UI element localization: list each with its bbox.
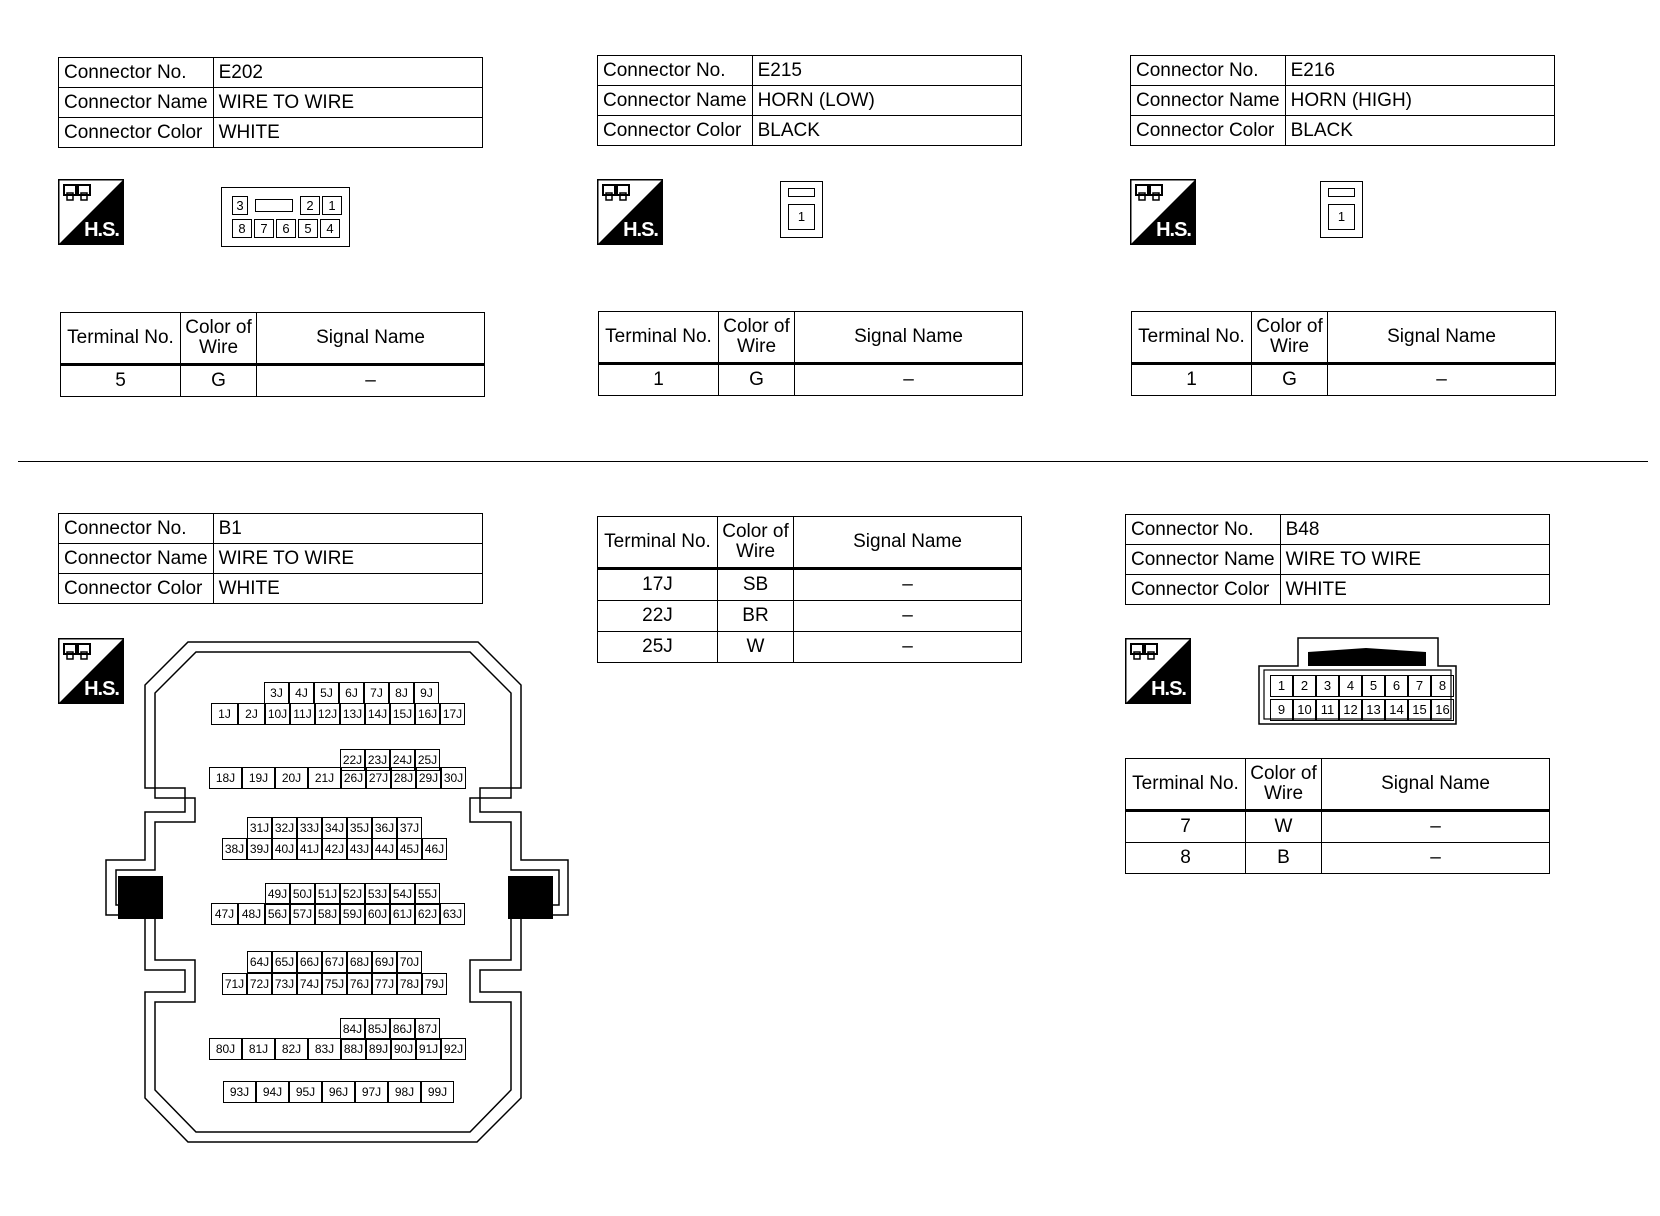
pin: 25J [415,749,440,771]
signal-name-cell: – [1328,364,1556,396]
signal-name-header: Signal Name [795,312,1023,364]
connector-no-value: E215 [752,56,1021,86]
connector-name-value: HORN (HIGH) [1285,86,1554,116]
harness-side-icon [597,179,663,245]
pin: 1 [1328,204,1355,230]
pin: 49J [265,883,290,905]
pin: 52J [340,883,365,905]
connector-info-e202 [58,57,483,148]
pin: 90J [391,1038,416,1060]
pin: 38J [222,838,247,860]
pin: 88J [341,1038,366,1060]
wire-color-cell: SB [718,569,794,601]
table-row [598,632,1022,663]
connector-no-label: Connector No. [1126,515,1281,545]
pin: 63J [440,903,465,925]
pin: 68J [347,951,372,973]
pin: 4 [1339,675,1362,697]
signal-name-cell: – [795,364,1023,396]
pin: 14J [365,703,390,725]
pin: 5 [1362,675,1385,697]
connector-color-label: Connector Color [1126,575,1281,605]
connector-color-label: Connector Color [59,118,214,148]
signal-name-cell: – [794,632,1022,663]
connector-color-label: Connector Color [59,574,214,604]
hs-label: H.S. [623,219,658,241]
pin: 35J [347,817,372,839]
pin-latch [788,188,815,197]
pin: 36J [372,817,397,839]
table-row [1126,811,1550,843]
pin: 3J [264,682,289,704]
wire-color-header [1246,759,1322,811]
pin: 46J [422,838,447,860]
pin: 6J [339,682,364,704]
connector-name-value: HORN (LOW) [752,86,1021,116]
pin: 87J [415,1018,440,1040]
connector-no-label: Connector No. [1131,56,1286,86]
connector-color-value: BLACK [752,116,1021,146]
pin: 4J [289,682,314,704]
signal-name-header: Signal Name [794,517,1022,569]
connector-name-label: Connector Name [598,86,753,116]
pin: 22J [340,749,365,771]
pin: 80J [209,1038,242,1060]
pin: 6 [276,219,296,238]
connector-color-value: WHITE [1280,575,1549,605]
connector-name-value: WIRE TO WIRE [213,88,482,118]
pin: 43J [347,838,372,860]
pin: 5 [298,219,318,238]
connector-name-label: Connector Name [1131,86,1286,116]
pin: 84J [340,1018,365,1040]
pin: 69J [372,951,397,973]
pin: 16 [1431,699,1454,721]
signal-name-cell: – [257,365,485,397]
connector-no-label: Connector No. [598,56,753,86]
terminal-no-cell: 25J [598,632,718,663]
pin: 18J [209,767,242,789]
pin: 17J [440,703,465,725]
signal-name-cell: – [1322,811,1550,843]
pin: 79J [422,973,447,995]
pin: 15J [390,703,415,725]
terminal-table-b1 [597,516,1022,663]
terminal-no-cell: 1 [1132,364,1252,396]
pin: 66J [297,951,322,973]
pin: 8J [389,682,414,704]
pin: 95J [289,1081,322,1103]
terminal-no-cell: 7 [1126,811,1246,843]
hs-label: H.S. [84,678,119,700]
pin: 70J [397,951,422,973]
pin: 75J [322,973,347,995]
pin: 9 [1270,699,1293,721]
pin: 67J [322,951,347,973]
pin: 31J [247,817,272,839]
connector-color-label: Connector Color [598,116,753,146]
pin: 48J [238,903,265,925]
connector-no-value: E202 [213,58,482,88]
terminal-no-header: Terminal No. [1126,759,1246,811]
pin: 44J [372,838,397,860]
pin: 2 [300,196,320,215]
connector-no-label: Connector No. [59,58,214,88]
table-row [1126,843,1550,874]
connector-info-e216 [1130,55,1555,146]
pin: 94J [256,1081,289,1103]
pin: 8 [1431,675,1454,697]
pin: 12J [315,703,340,725]
color-of-label: Color of [1256,316,1323,337]
pin: 86J [390,1018,415,1040]
connector-no-value: E216 [1285,56,1554,86]
connector-info-b1 [58,513,483,604]
wire-color-header [181,313,257,365]
pin: 59J [340,903,365,925]
pin: 77J [372,973,397,995]
pin: 10 [1293,699,1316,721]
connector-info-b48 [1125,514,1550,605]
terminal-no-cell: 8 [1126,843,1246,874]
connector-face-e202 [221,187,350,247]
table-row [1132,364,1556,396]
wire-color-cell: B [1246,843,1322,874]
pin: 12 [1339,699,1362,721]
wire-color-header [719,312,795,364]
hs-label: H.S. [84,219,119,241]
pin: 20J [275,767,308,789]
table-row [598,601,1022,632]
harness-side-icon [58,179,124,245]
wire-label: Wire [1263,783,1304,804]
wire-label: Wire [198,337,239,358]
pin: 83J [308,1038,341,1060]
pin: 61J [390,903,415,925]
connector-color-label: Connector Color [1131,116,1286,146]
pin: 16J [415,703,440,725]
pin: 55J [415,883,440,905]
pin: 97J [355,1081,388,1103]
wire-color-header [1252,312,1328,364]
connector-name-value: WIRE TO WIRE [213,544,482,574]
wire-color-cell: G [1252,364,1328,396]
pin: 60J [365,903,390,925]
signal-name-cell: – [794,569,1022,601]
pin: 85J [365,1018,390,1040]
terminal-table-b48 [1125,758,1550,874]
pin: 5J [314,682,339,704]
pin: 42J [322,838,347,860]
pin: 81J [242,1038,275,1060]
pin: 2J [238,703,265,725]
pin: 32J [272,817,297,839]
pin: 89J [366,1038,391,1060]
pin: 64J [247,951,272,973]
connector-color-value: WHITE [213,574,482,604]
pin: 62J [415,903,440,925]
pin: 40J [272,838,297,860]
connector-info-e215 [597,55,1022,146]
terminal-table-e216 [1131,311,1556,396]
pin: 50J [290,883,315,905]
wire-color-cell: G [181,365,257,397]
pin: 11J [290,703,315,725]
pin: 19J [242,767,275,789]
connector-no-label: Connector No. [59,514,214,544]
pin: 72J [247,973,272,995]
pin: 6 [1385,675,1408,697]
pin: 39J [247,838,272,860]
connector-face-e216 [1320,181,1363,238]
pin: 65J [272,951,297,973]
terminal-table-e202 [60,312,485,397]
terminal-no-header: Terminal No. [598,517,718,569]
signal-name-header: Signal Name [1328,312,1556,364]
pin: 78J [397,973,422,995]
pin: 33J [297,817,322,839]
wire-color-header [718,517,794,569]
pin: 71J [222,973,247,995]
pin: 47J [211,903,238,925]
pin: 58J [315,903,340,925]
pin: 82J [275,1038,308,1060]
pin: 1J [211,703,238,725]
pin: 4 [320,219,340,238]
pin: 14 [1385,699,1408,721]
harness-side-icon [1130,179,1196,245]
terminal-no-header: Terminal No. [599,312,719,364]
terminal-no-cell: 1 [599,364,719,396]
terminal-no-cell: 5 [61,365,181,397]
table-row [599,364,1023,396]
color-of-label: Color of [722,521,789,542]
pin: 15 [1408,699,1431,721]
connector-color-value: BLACK [1285,116,1554,146]
connector-color-value: WHITE [213,118,482,148]
pin: 53J [365,883,390,905]
hs-label: H.S. [1156,219,1191,241]
pin: 57J [290,903,315,925]
pin-key [255,199,293,212]
pin: 9J [414,682,439,704]
pin: 3 [1316,675,1339,697]
pin: 41J [297,838,322,860]
pin: 23J [365,749,390,771]
wire-color-cell: BR [718,601,794,632]
pin: 1 [788,204,815,230]
pin: 74J [297,973,322,995]
pin: 1 [322,196,342,215]
terminal-no-header: Terminal No. [1132,312,1252,364]
pin: 11 [1316,699,1339,721]
pin: 96J [322,1081,355,1103]
pin: 30J [441,767,466,789]
pin: 7 [1408,675,1431,697]
pin: 45J [397,838,422,860]
pin: 13 [1362,699,1385,721]
pin: 76J [347,973,372,995]
pin: 73J [272,973,297,995]
connector-no-value: B1 [213,514,482,544]
terminal-no-header: Terminal No. [61,313,181,365]
pin: 29J [416,767,441,789]
pin-latch [1328,188,1355,197]
pin: 34J [322,817,347,839]
terminal-no-cell: 22J [598,601,718,632]
pin: 13J [340,703,365,725]
connector-face-e215 [780,181,823,238]
pin: 10J [265,703,290,725]
signal-name-header: Signal Name [257,313,485,365]
pin: 28J [391,767,416,789]
pin: 37J [397,817,422,839]
pin: 1 [1270,675,1293,697]
terminal-no-cell: 17J [598,569,718,601]
pin: 21J [308,767,341,789]
signal-name-header: Signal Name [1322,759,1550,811]
signal-name-cell: – [794,601,1022,632]
pin: 51J [315,883,340,905]
wire-color-cell: G [719,364,795,396]
pin: 56J [265,903,290,925]
wire-label: Wire [1269,336,1310,357]
wire-color-cell: W [718,632,794,663]
pin: 3 [232,196,248,215]
pin: 26J [341,767,366,789]
pin: 98J [388,1081,421,1103]
pin: 99J [421,1081,454,1103]
connector-no-value: B48 [1280,515,1549,545]
color-of-label: Color of [723,316,790,337]
harness-side-icon [1125,638,1191,704]
pin: 91J [416,1038,441,1060]
pin: 24J [390,749,415,771]
table-row [598,569,1022,601]
pin: 7J [364,682,389,704]
pin: 54J [390,883,415,905]
pin: 93J [223,1081,256,1103]
wire-color-cell: W [1246,811,1322,843]
wire-label: Wire [736,336,777,357]
connector-name-label: Connector Name [59,544,214,574]
section-divider [18,461,1648,462]
connector-name-label: Connector Name [59,88,214,118]
terminal-table-e215 [598,311,1023,396]
wire-label: Wire [735,541,776,562]
pin: 27J [366,767,391,789]
connector-name-value: WIRE TO WIRE [1280,545,1549,575]
pin: 8 [232,219,252,238]
pin: 92J [441,1038,466,1060]
signal-name-cell: – [1322,843,1550,874]
table-row [61,365,485,397]
color-of-label: Color of [185,317,252,338]
pin: 7 [254,219,274,238]
pin: 2 [1293,675,1316,697]
hs-label: H.S. [1151,678,1186,700]
color-of-label: Color of [1250,763,1317,784]
connector-name-label: Connector Name [1126,545,1281,575]
